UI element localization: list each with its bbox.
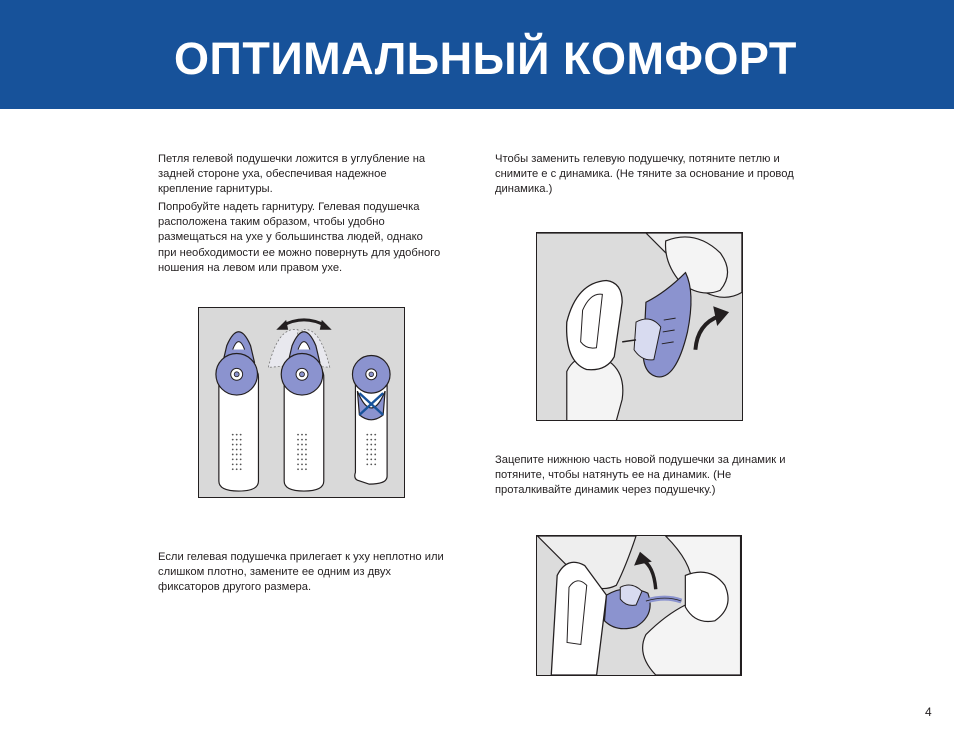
- right-paragraph-2: Зацепите нижнюю часть новой подушечки за динамик и потяните, чтобы натянуть ее на динамик. (Не проталкивайте динамик через подушечку.): [495, 454, 786, 497]
- pull-arrow-icon: [695, 306, 729, 350]
- headset-body: [567, 280, 623, 369]
- headset-wrong-orientation: [352, 355, 390, 484]
- left-paragraph-2: Попробуйте надеть гарнитуру. Гелевая подушечка расположена таким образом, чтобы удобно размещаться на ухе у большинства людей, однако при необходимости ее можно повернуть для удобного ношения на левом или правом ухе.: [158, 201, 441, 274]
- page-title: ОПТИМАЛЬНЫЙ КОМФОРТ: [174, 33, 797, 84]
- page-number: 4: [925, 705, 932, 719]
- left-paragraph-1: Петля гелевой подушечки ложится в углубление на задней стороне уха, обеспечивая надежное крепление гарнитуры.: [158, 153, 426, 196]
- headset-correct-right: [268, 329, 329, 491]
- attach-eargel-figure: [536, 535, 742, 676]
- header-banner: [0, 0, 954, 109]
- headset-correct-left: [216, 332, 259, 491]
- hook-arrow-icon: [634, 552, 656, 589]
- gel-loop-blue: [634, 273, 691, 377]
- remove-eargel-figure: [536, 232, 743, 421]
- remove-eargel-illustration: [537, 233, 742, 420]
- rotate-arrow-icon: [276, 320, 331, 330]
- headset-rotation-illustration: [199, 308, 404, 497]
- attach-eargel-illustration: [537, 536, 741, 675]
- headset-rotation-figure: [198, 307, 405, 498]
- left-paragraph-3: Если гелевая подушечка прилегает к уху неплотно или слишком плотно, замените ее одним из двух фиксаторов другого размера.: [158, 551, 444, 594]
- right-paragraph-1: Чтобы заменить гелевую подушечку, потяните петлю и снимите е с динамика. (Не тяните за основание и провод динамика.): [495, 153, 794, 196]
